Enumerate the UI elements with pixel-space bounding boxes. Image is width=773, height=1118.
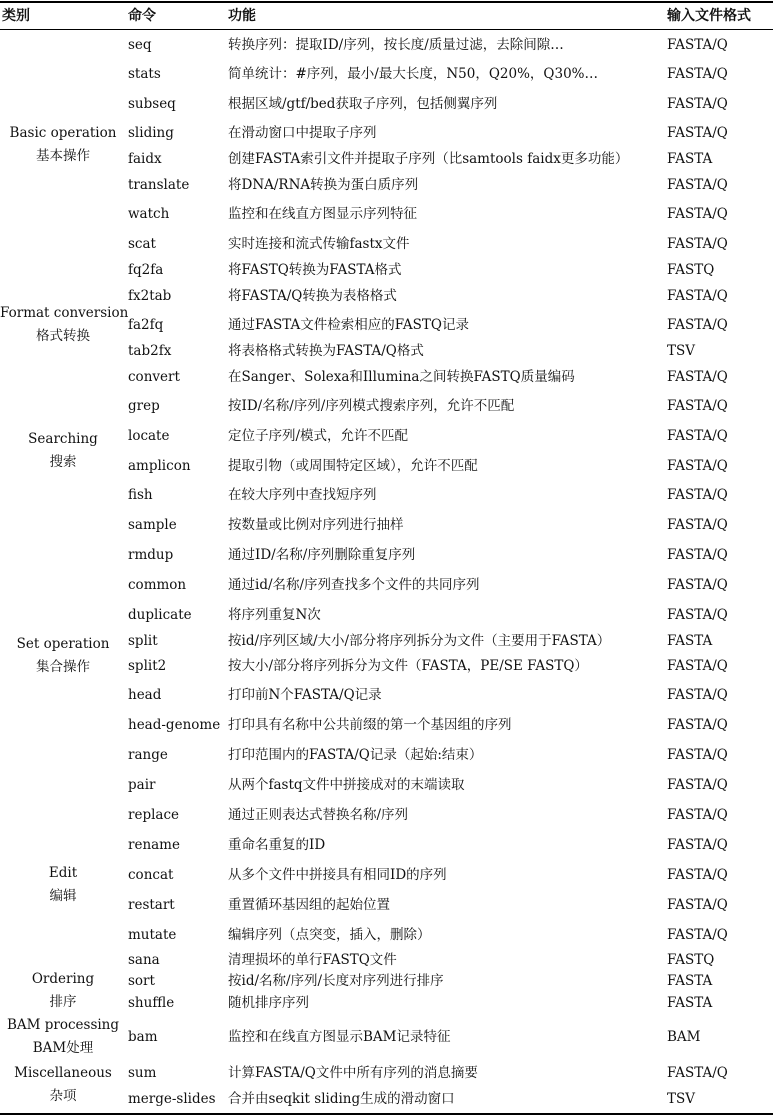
function-cell: 合并由seqkit sliding生成的滑动窗口 <box>228 1091 455 1107</box>
category-en: Ordering <box>31 971 95 987</box>
function-cell: 将表格格式转换为FASTA/Q格式 <box>228 343 424 359</box>
category-en: Basic operation <box>9 125 117 141</box>
header-format: 输入文件格式 <box>667 8 751 24</box>
table-row <box>0 426 773 446</box>
category-en: Miscellaneous <box>14 1065 112 1081</box>
command-cell: rmdup <box>128 547 174 563</box>
command-cell: split <box>128 633 158 649</box>
function-cell: 在较大序列中查找短序列 <box>228 487 377 503</box>
table-row <box>0 456 773 476</box>
table-row <box>0 925 773 945</box>
command-cell: sliding <box>128 125 174 141</box>
command-cell: sum <box>128 1065 157 1081</box>
table-row <box>0 631 773 651</box>
command-cell: fq2fa <box>128 262 164 278</box>
format-cell: FASTA/Q <box>667 125 728 141</box>
format-cell: FASTA/Q <box>667 37 728 53</box>
table-row <box>0 745 773 765</box>
table-row <box>0 35 773 55</box>
format-cell: BAM <box>667 1029 701 1045</box>
format-cell: FASTA/Q <box>667 658 728 674</box>
category-en: Edit <box>48 865 78 881</box>
table-row <box>0 515 773 535</box>
format-cell: FASTQ <box>667 262 715 278</box>
format-cell: FASTA <box>667 973 713 989</box>
function-cell: 在滑动窗口中提取子序列 <box>228 125 377 141</box>
format-cell: FASTA/Q <box>667 487 728 503</box>
function-cell: 监控和在线直方图显示序列特征 <box>228 206 417 222</box>
function-cell: 打印前N个FASTA/Q记录 <box>228 687 382 703</box>
category-en: Format conversion <box>0 305 129 321</box>
category-zh: BAM处理 <box>32 1040 94 1056</box>
format-cell: FASTA/Q <box>667 317 728 333</box>
table-row <box>0 341 773 361</box>
command-cell: head <box>128 687 162 703</box>
command-cell: stats <box>128 66 161 82</box>
table-row <box>0 805 773 825</box>
format-cell: FASTA/Q <box>667 747 728 763</box>
format-cell: FASTA/Q <box>667 807 728 823</box>
category-en: BAM processing <box>6 1017 120 1033</box>
function-cell: 将FASTQ转换为FASTA格式 <box>228 262 402 278</box>
table-row <box>0 971 773 991</box>
command-cell: concat <box>128 867 174 883</box>
table-row <box>0 545 773 565</box>
command-cell: split2 <box>128 658 167 674</box>
table-row <box>0 94 773 114</box>
format-cell: FASTA/Q <box>667 777 728 793</box>
command-cell: common <box>128 577 187 593</box>
format-cell: FASTA/Q <box>667 577 728 593</box>
format-cell: FASTA/Q <box>667 897 728 913</box>
table-row <box>0 685 773 705</box>
table-row <box>0 64 773 84</box>
command-cell: subseq <box>128 96 176 112</box>
category-zh: 杂项 <box>49 1088 77 1104</box>
table-row <box>0 1089 773 1109</box>
table-row <box>0 367 773 387</box>
table-row <box>0 1027 773 1047</box>
function-cell: 打印范围内的FASTA/Q记录（起始:结束） <box>228 747 483 763</box>
command-cell: bam <box>128 1029 158 1045</box>
function-cell: 将DNA/RNA转换为蛋白质序列 <box>228 177 419 193</box>
function-cell: 简单统计：#序列，最小/最大长度，N50，Q20%，Q30%… <box>228 66 598 82</box>
function-cell: 按ID/名称/序列/序列模式搜索序列，允许不匹配 <box>228 398 515 414</box>
command-cell: merge-slides <box>128 1091 216 1107</box>
table-row <box>0 835 773 855</box>
command-cell: grep <box>128 398 160 414</box>
format-cell: TSV <box>667 343 696 359</box>
table-row <box>0 396 773 416</box>
format-cell: FASTA/Q <box>667 458 728 474</box>
category-zh: 格式转换 <box>36 328 90 344</box>
format-cell: FASTA/Q <box>667 547 728 563</box>
function-cell: 编辑序列（点突变，插入，删除） <box>228 927 431 943</box>
command-cell: replace <box>128 807 180 823</box>
command-cell: convert <box>128 369 180 385</box>
table-row <box>0 315 773 335</box>
category-zh: 搜索 <box>49 454 77 470</box>
command-cell: seq <box>128 37 152 53</box>
function-cell: 按数量或比例对序列进行抽样 <box>228 517 404 533</box>
category-zh: 集合操作 <box>36 659 90 675</box>
function-cell: 计算FASTA/Q文件中所有序列的消息摘要 <box>228 1065 478 1081</box>
table-row <box>0 1063 773 1083</box>
function-cell: 按id/序列区域/大小/部分将序列拆分为文件（主要用于FASTA） <box>228 633 611 649</box>
format-cell: FASTA/Q <box>667 177 728 193</box>
format-cell: FASTA/Q <box>667 206 728 222</box>
command-cell: rename <box>128 837 180 853</box>
category-zh: 排序 <box>49 994 77 1010</box>
format-cell: FASTA/Q <box>667 517 728 533</box>
format-cell: FASTA/Q <box>667 398 728 414</box>
function-cell: 将FASTA/Q转换为表格格式 <box>228 288 397 304</box>
category-en: Searching <box>28 431 98 447</box>
function-cell: 重置循环基因组的起始位置 <box>228 897 390 913</box>
category-zh: 基本操作 <box>36 148 90 164</box>
command-cell: restart <box>128 897 175 913</box>
format-cell: FASTQ <box>667 952 715 968</box>
header-rule <box>0 29 773 30</box>
table-row <box>0 993 773 1013</box>
function-cell: 实时连接和流式传输fastx文件 <box>228 236 410 252</box>
command-cell: duplicate <box>128 607 192 623</box>
header-function: 功能 <box>228 8 256 24</box>
command-cell: locate <box>128 428 170 444</box>
function-cell: 通过FASTA文件检索相应的FASTQ记录 <box>228 317 469 333</box>
function-cell: 将序列重复N次 <box>228 607 321 623</box>
function-cell: 根据区域/gtf/bed获取子序列，包括侧翼序列 <box>228 96 498 112</box>
format-cell: FASTA/Q <box>667 428 728 444</box>
table-row <box>0 950 773 970</box>
table-row <box>0 605 773 625</box>
command-cell: shuffle <box>128 995 175 1011</box>
table-row <box>0 286 773 306</box>
format-cell: FASTA/Q <box>667 687 728 703</box>
table-row <box>0 895 773 915</box>
header-command: 命令 <box>128 8 156 24</box>
command-cell: sana <box>128 952 160 968</box>
format-cell: FASTA <box>667 995 713 1011</box>
command-cell: fx2tab <box>128 288 172 304</box>
function-cell: 定位子序列/模式，允许不匹配 <box>228 428 409 444</box>
command-cell: pair <box>128 777 156 793</box>
table-row <box>0 175 773 195</box>
command-cell: fa2fq <box>128 317 164 333</box>
function-cell: 清理损坏的单行FASTQ文件 <box>228 952 397 968</box>
header-category: 类别 <box>2 8 30 24</box>
command-cell: scat <box>128 236 156 252</box>
command-cell: watch <box>128 206 170 222</box>
format-cell: FASTA/Q <box>667 867 728 883</box>
command-cell: tab2fx <box>128 343 172 359</box>
table-row <box>0 775 773 795</box>
function-cell: 通过id/名称/序列查找多个文件的共同序列 <box>228 577 480 593</box>
format-cell: FASTA/Q <box>667 1065 728 1081</box>
command-cell: translate <box>128 177 190 193</box>
format-cell: FASTA/Q <box>667 236 728 252</box>
top-rule <box>0 1 773 3</box>
function-cell: 从两个fastq文件中拼接成对的末端读取 <box>228 777 465 793</box>
function-cell: 打印具有名称中公共前缀的第一个基因组的序列 <box>228 717 512 733</box>
function-cell: 通过正则表达式替换名称/序列 <box>228 807 409 823</box>
function-cell: 监控和在线直方图显示BAM记录特征 <box>228 1029 451 1045</box>
function-cell: 按id/名称/序列/长度对序列进行排序 <box>228 973 444 989</box>
format-cell: FASTA/Q <box>667 66 728 82</box>
category-zh: 编辑 <box>49 888 77 904</box>
function-cell: 通过ID/名称/序列删除重复序列 <box>228 547 416 563</box>
table-row <box>0 715 773 735</box>
function-cell: 按大小/部分将序列拆分为文件（FASTA，PE/SE FASTQ） <box>228 658 588 674</box>
table-row <box>0 260 773 280</box>
format-cell: TSV <box>667 1091 696 1107</box>
format-cell: FASTA/Q <box>667 96 728 112</box>
category-en: Set operation <box>16 636 110 652</box>
bottom-rule <box>0 1113 773 1115</box>
command-cell: fish <box>128 487 153 503</box>
format-cell: FASTA/Q <box>667 837 728 853</box>
command-cell: head-genome <box>128 717 221 733</box>
function-cell: 在Sanger、Solexa和Illumina之间转换FASTQ质量编码 <box>228 369 575 385</box>
format-cell: FASTA <box>667 633 713 649</box>
function-cell: 提取引物（或周围特定区域），允许不匹配 <box>228 458 478 474</box>
format-cell: FASTA/Q <box>667 288 728 304</box>
command-cell: sort <box>128 973 155 989</box>
function-cell: 从多个文件中拼接具有相同ID的序列 <box>228 867 447 883</box>
format-cell: FASTA/Q <box>667 717 728 733</box>
function-cell: 重命名重复的ID <box>228 837 326 853</box>
command-cell: sample <box>128 517 177 533</box>
command-cell: mutate <box>128 927 177 943</box>
table-row <box>0 485 773 505</box>
format-cell: FASTA/Q <box>667 369 728 385</box>
function-cell: 创建FASTA索引文件并提取子序列（比samtools faidx更多功能） <box>228 151 629 167</box>
command-cell: range <box>128 747 168 763</box>
command-cell: faidx <box>128 151 162 167</box>
table-row <box>0 865 773 885</box>
table-row <box>0 234 773 254</box>
format-cell: FASTA/Q <box>667 607 728 623</box>
function-cell: 转换序列：提取ID/序列，按长度/质量过滤，去除间隙… <box>228 37 564 53</box>
function-cell: 随机排序序列 <box>228 995 309 1011</box>
table-row <box>0 656 773 676</box>
command-cell: amplicon <box>128 458 191 474</box>
table-row <box>0 149 773 169</box>
table-row <box>0 204 773 224</box>
table-row <box>0 575 773 595</box>
format-cell: FASTA/Q <box>667 927 728 943</box>
format-cell: FASTA <box>667 151 713 167</box>
table-row <box>0 123 773 143</box>
